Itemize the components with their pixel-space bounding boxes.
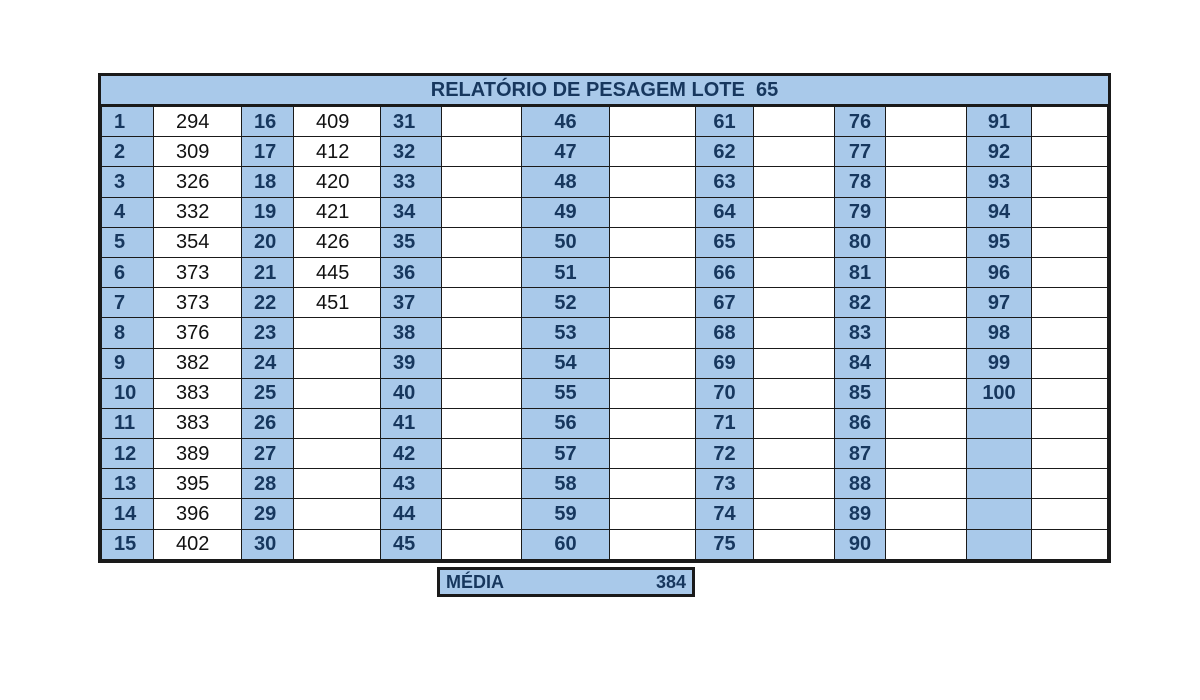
weight-value-cell: 396 [154, 499, 242, 529]
item-number-cell: 10 [102, 378, 154, 408]
item-number-cell: 21 [242, 257, 294, 287]
table-row [102, 197, 1108, 227]
weight-value-cell [754, 197, 835, 227]
weight-value-cell [1032, 197, 1108, 227]
item-number-cell: 72 [696, 439, 754, 469]
weight-value-cell: 294 [154, 107, 242, 137]
item-number-cell: 54 [522, 348, 610, 378]
weight-value-cell [610, 137, 696, 167]
item-number-cell: 90 [835, 529, 886, 559]
item-number-cell: 80 [835, 227, 886, 257]
weight-value-cell: 383 [154, 378, 242, 408]
item-number-cell: 41 [381, 408, 442, 438]
item-number-cell: 99 [967, 348, 1032, 378]
weight-value-cell [610, 167, 696, 197]
weight-value-cell [754, 318, 835, 348]
item-number-cell: 85 [835, 378, 886, 408]
item-number-cell: 38 [381, 318, 442, 348]
weight-value-cell [610, 197, 696, 227]
weight-value-cell: 389 [154, 439, 242, 469]
weight-value-cell [294, 408, 381, 438]
weight-value-cell [442, 167, 522, 197]
item-number-cell: 84 [835, 348, 886, 378]
item-number-cell: 45 [381, 529, 442, 559]
average-summary [437, 567, 695, 597]
weight-value-cell: 309 [154, 137, 242, 167]
item-number-cell: 89 [835, 499, 886, 529]
item-number-cell: 79 [835, 197, 886, 227]
weight-value-cell: 409 [294, 107, 381, 137]
weight-value-cell [610, 288, 696, 318]
weight-value-cell: 445 [294, 257, 381, 287]
weight-value-cell: 420 [294, 167, 381, 197]
item-number-cell: 74 [696, 499, 754, 529]
item-number-cell: 70 [696, 378, 754, 408]
weight-value-cell [886, 288, 967, 318]
item-number-cell: 62 [696, 137, 754, 167]
item-number-cell: 81 [835, 257, 886, 287]
weight-value-cell [1032, 137, 1108, 167]
item-number-cell: 87 [835, 439, 886, 469]
weight-value-cell: 426 [294, 227, 381, 257]
weight-value-cell: 402 [154, 529, 242, 559]
weight-value-cell [442, 439, 522, 469]
weight-value-cell [294, 318, 381, 348]
item-number-cell: 36 [381, 257, 442, 287]
weight-value-cell [754, 107, 835, 137]
weight-value-cell: 451 [294, 288, 381, 318]
table-row [102, 408, 1108, 438]
weight-value-cell [610, 348, 696, 378]
item-number-cell: 77 [835, 137, 886, 167]
item-number-cell: 25 [242, 378, 294, 408]
item-number-cell: 2 [102, 137, 154, 167]
weight-value-cell [754, 288, 835, 318]
weight-value-cell [754, 257, 835, 287]
item-number-cell: 86 [835, 408, 886, 438]
table-row [102, 469, 1108, 499]
weight-value-cell [886, 378, 967, 408]
weight-value-cell [442, 137, 522, 167]
table-row [102, 318, 1108, 348]
weight-value-cell [1032, 469, 1108, 499]
item-number-cell: 83 [835, 318, 886, 348]
weight-value-cell: 354 [154, 227, 242, 257]
weight-value-cell [1032, 227, 1108, 257]
item-number-cell: 93 [967, 167, 1032, 197]
weight-value-cell: 376 [154, 318, 242, 348]
item-number-cell: 49 [522, 197, 610, 227]
average-value: 384 [655, 572, 686, 592]
weight-value-cell [1032, 257, 1108, 287]
weight-value-cell [442, 499, 522, 529]
item-number-cell [967, 408, 1032, 438]
weight-value-cell [886, 227, 967, 257]
weight-value-cell [1032, 167, 1108, 197]
weight-value-cell [754, 227, 835, 257]
item-number-cell: 17 [242, 137, 294, 167]
item-number-cell: 20 [242, 227, 294, 257]
item-number-cell: 11 [102, 408, 154, 438]
item-number-cell: 96 [967, 257, 1032, 287]
item-number-cell: 59 [522, 499, 610, 529]
item-number-cell: 23 [242, 318, 294, 348]
weight-value-cell [1032, 499, 1108, 529]
item-number-cell: 61 [696, 107, 754, 137]
table-row [102, 348, 1108, 378]
weight-value-cell: 326 [154, 167, 242, 197]
item-number-cell: 44 [381, 499, 442, 529]
weight-value-cell [1032, 439, 1108, 469]
weight-value-cell [886, 318, 967, 348]
item-number-cell: 28 [242, 469, 294, 499]
item-number-cell: 98 [967, 318, 1032, 348]
weight-value-cell [442, 288, 522, 318]
item-number-cell: 56 [522, 408, 610, 438]
weight-value-cell [754, 137, 835, 167]
item-number-cell: 97 [967, 288, 1032, 318]
item-number-cell: 19 [242, 197, 294, 227]
item-number-cell: 35 [381, 227, 442, 257]
item-number-cell: 1 [102, 107, 154, 137]
item-number-cell: 40 [381, 378, 442, 408]
item-number-cell: 34 [381, 197, 442, 227]
item-number-cell: 92 [967, 137, 1032, 167]
item-number-cell: 13 [102, 469, 154, 499]
weight-value-cell [610, 318, 696, 348]
item-number-cell: 53 [522, 318, 610, 348]
item-number-cell [967, 529, 1032, 559]
item-number-cell: 5 [102, 227, 154, 257]
item-number-cell: 64 [696, 197, 754, 227]
table-row [102, 137, 1108, 167]
weight-value-cell [610, 439, 696, 469]
item-number-cell: 6 [102, 257, 154, 287]
item-number-cell: 65 [696, 227, 754, 257]
item-number-cell: 73 [696, 469, 754, 499]
weighing-report-sheet [98, 73, 1111, 563]
weight-value-cell [610, 529, 696, 559]
weight-value-cell [886, 197, 967, 227]
item-number-cell: 71 [696, 408, 754, 438]
weight-value-cell [754, 499, 835, 529]
weight-value-cell [442, 469, 522, 499]
weight-value-cell [754, 378, 835, 408]
item-number-cell: 66 [696, 257, 754, 287]
item-number-cell: 24 [242, 348, 294, 378]
item-number-cell: 55 [522, 378, 610, 408]
item-number-cell: 7 [102, 288, 154, 318]
item-number-cell: 67 [696, 288, 754, 318]
item-number-cell: 12 [102, 439, 154, 469]
item-number-cell: 69 [696, 348, 754, 378]
weight-value-cell [886, 167, 967, 197]
item-number-cell: 57 [522, 439, 610, 469]
table-row [102, 107, 1108, 137]
item-number-cell: 33 [381, 167, 442, 197]
weight-value-cell [442, 378, 522, 408]
item-number-cell: 60 [522, 529, 610, 559]
weight-value-cell [442, 348, 522, 378]
weight-value-cell [610, 378, 696, 408]
item-number-cell [967, 499, 1032, 529]
item-number-cell: 58 [522, 469, 610, 499]
weight-value-cell [1032, 378, 1108, 408]
weight-value-cell [886, 439, 967, 469]
weight-value-cell [610, 227, 696, 257]
item-number-cell: 100 [967, 378, 1032, 408]
item-number-cell: 43 [381, 469, 442, 499]
item-number-cell [967, 469, 1032, 499]
item-number-cell: 16 [242, 107, 294, 137]
table-row [102, 499, 1108, 529]
item-number-cell: 32 [381, 137, 442, 167]
item-number-cell: 76 [835, 107, 886, 137]
weight-value-cell [1032, 348, 1108, 378]
weight-value-cell [610, 499, 696, 529]
weight-value-cell: 373 [154, 257, 242, 287]
item-number-cell: 26 [242, 408, 294, 438]
weight-value-cell [886, 137, 967, 167]
weight-value-cell [610, 408, 696, 438]
weight-value-cell [442, 227, 522, 257]
weight-value-cell [442, 529, 522, 559]
table-row [102, 378, 1108, 408]
item-number-cell: 95 [967, 227, 1032, 257]
weight-value-cell [754, 439, 835, 469]
item-number-cell: 47 [522, 137, 610, 167]
weight-value-cell: 421 [294, 197, 381, 227]
average-label: MÉDIA [446, 572, 504, 592]
weight-value-cell [610, 107, 696, 137]
weight-value-cell [886, 107, 967, 137]
item-number-cell: 15 [102, 529, 154, 559]
weight-value-cell [1032, 318, 1108, 348]
weights-table [101, 106, 1108, 560]
weight-value-cell [294, 529, 381, 559]
weight-value-cell: 373 [154, 288, 242, 318]
item-number-cell: 9 [102, 348, 154, 378]
report-title: RELATÓRIO DE PESAGEM LOTE 65 [101, 76, 1108, 106]
weight-value-cell: 383 [154, 408, 242, 438]
weight-value-cell [754, 167, 835, 197]
weight-value-cell [886, 529, 967, 559]
weight-value-cell [610, 469, 696, 499]
item-number-cell: 50 [522, 227, 610, 257]
weight-value-cell [886, 257, 967, 287]
item-number-cell: 75 [696, 529, 754, 559]
item-number-cell: 46 [522, 107, 610, 137]
item-number-cell: 63 [696, 167, 754, 197]
item-number-cell: 22 [242, 288, 294, 318]
item-number-cell: 30 [242, 529, 294, 559]
item-number-cell: 88 [835, 469, 886, 499]
item-number-cell [967, 439, 1032, 469]
item-number-cell: 94 [967, 197, 1032, 227]
item-number-cell: 3 [102, 167, 154, 197]
item-number-cell: 42 [381, 439, 442, 469]
table-row [102, 439, 1108, 469]
weight-value-cell [610, 257, 696, 287]
table-row [102, 529, 1108, 559]
table-row [102, 257, 1108, 287]
item-number-cell: 48 [522, 167, 610, 197]
weight-value-cell: 332 [154, 197, 242, 227]
item-number-cell: 37 [381, 288, 442, 318]
item-number-cell: 78 [835, 167, 886, 197]
weight-value-cell [294, 378, 381, 408]
item-number-cell: 68 [696, 318, 754, 348]
weight-value-cell [754, 469, 835, 499]
weight-value-cell [442, 408, 522, 438]
weight-value-cell [1032, 107, 1108, 137]
weight-value-cell [442, 197, 522, 227]
weight-value-cell [294, 439, 381, 469]
item-number-cell: 29 [242, 499, 294, 529]
item-number-cell: 39 [381, 348, 442, 378]
table-row [102, 227, 1108, 257]
table-row [102, 167, 1108, 197]
weight-value-cell [754, 408, 835, 438]
item-number-cell: 18 [242, 167, 294, 197]
table-row [102, 288, 1108, 318]
weight-value-cell [886, 408, 967, 438]
weight-value-cell [1032, 529, 1108, 559]
item-number-cell: 27 [242, 439, 294, 469]
weight-value-cell [294, 499, 381, 529]
weight-value-cell [442, 318, 522, 348]
weight-value-cell [294, 469, 381, 499]
weight-value-cell [294, 348, 381, 378]
item-number-cell: 14 [102, 499, 154, 529]
weight-value-cell [886, 499, 967, 529]
item-number-cell: 51 [522, 257, 610, 287]
weight-value-cell [442, 107, 522, 137]
weight-value-cell: 382 [154, 348, 242, 378]
item-number-cell: 8 [102, 318, 154, 348]
weight-value-cell [442, 257, 522, 287]
weight-value-cell: 395 [154, 469, 242, 499]
weight-value-cell [1032, 408, 1108, 438]
item-number-cell: 82 [835, 288, 886, 318]
weight-value-cell [886, 348, 967, 378]
item-number-cell: 52 [522, 288, 610, 318]
weight-value-cell [754, 348, 835, 378]
weight-value-cell [886, 469, 967, 499]
item-number-cell: 31 [381, 107, 442, 137]
item-number-cell: 91 [967, 107, 1032, 137]
weight-value-cell [1032, 288, 1108, 318]
weight-value-cell [754, 529, 835, 559]
item-number-cell: 4 [102, 197, 154, 227]
weight-value-cell: 412 [294, 137, 381, 167]
